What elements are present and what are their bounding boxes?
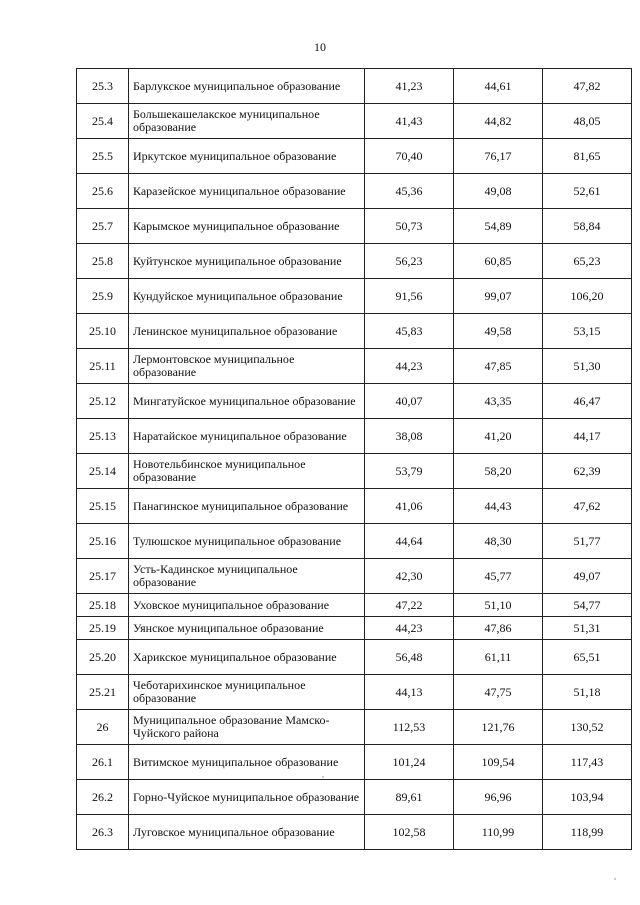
municipality-name-cell: Витимское муниципальное образование <box>129 745 365 780</box>
value-cell-3: 65,51 <box>543 640 632 675</box>
municipality-name-cell: Уянское муниципальное образование <box>129 617 365 640</box>
value-cell-2: 44,61 <box>454 69 543 104</box>
value-cell-3: 47,62 <box>543 489 632 524</box>
value-cell-3: 54,77 <box>543 594 632 617</box>
value-cell-1: 41,23 <box>365 69 454 104</box>
municipality-name-cell: Иркутское муниципальное образование <box>129 139 365 174</box>
row-number-cell: 25.18 <box>77 594 129 617</box>
value-cell-3: 51,18 <box>543 675 632 710</box>
value-cell-3: 48,05 <box>543 104 632 139</box>
municipality-name-cell: Лермонтовское муниципальное образование <box>129 349 365 384</box>
value-cell-2: 96,96 <box>454 780 543 815</box>
row-number-cell: 25.13 <box>77 419 129 454</box>
row-number-cell: 25.15 <box>77 489 129 524</box>
table-row <box>77 617 632 640</box>
row-number-cell: 25.9 <box>77 279 129 314</box>
value-cell-1: 45,36 <box>365 174 454 209</box>
scan-speck <box>614 878 616 880</box>
table-row <box>77 314 632 349</box>
row-number-cell: 26.2 <box>77 780 129 815</box>
table-row <box>77 139 632 174</box>
municipality-name-cell: Усть-Кадинское муниципальное образование <box>129 559 365 594</box>
row-number-cell: 25.20 <box>77 640 129 675</box>
value-cell-3: 117,43 <box>543 745 632 780</box>
value-cell-2: 76,17 <box>454 139 543 174</box>
value-cell-3: 81,65 <box>543 139 632 174</box>
value-cell-2: 109,54 <box>454 745 543 780</box>
value-cell-1: 44,23 <box>365 349 454 384</box>
value-cell-3: 58,84 <box>543 209 632 244</box>
scan-speck <box>322 776 324 778</box>
table-row <box>77 640 632 675</box>
row-number-cell: 25.17 <box>77 559 129 594</box>
table-row <box>77 675 632 710</box>
row-number-cell: 25.7 <box>77 209 129 244</box>
table-row <box>77 780 632 815</box>
value-cell-2: 48,30 <box>454 524 543 559</box>
value-cell-1: 70,40 <box>365 139 454 174</box>
value-cell-2: 43,35 <box>454 384 543 419</box>
value-cell-1: 44,64 <box>365 524 454 559</box>
row-number-cell: 25.6 <box>77 174 129 209</box>
value-cell-2: 49,08 <box>454 174 543 209</box>
municipality-name-cell: Наратайское муниципальное образование <box>129 419 365 454</box>
row-number-cell: 25.11 <box>77 349 129 384</box>
table-row <box>77 815 632 850</box>
table-row <box>77 524 632 559</box>
value-cell-2: 45,77 <box>454 559 543 594</box>
value-cell-1: 42,30 <box>365 559 454 594</box>
value-cell-1: 41,06 <box>365 489 454 524</box>
table-row <box>77 174 632 209</box>
row-number-cell: 25.14 <box>77 454 129 489</box>
value-cell-3: 53,15 <box>543 314 632 349</box>
municipality-name-cell: Большекашелакское муниципальное образование <box>129 104 365 139</box>
value-cell-1: 56,48 <box>365 640 454 675</box>
municipal-values-table <box>76 68 632 850</box>
municipality-name-cell: Каразейское муниципальное образование <box>129 174 365 209</box>
value-cell-2: 60,85 <box>454 244 543 279</box>
value-cell-2: 41,20 <box>454 419 543 454</box>
value-cell-3: 62,39 <box>543 454 632 489</box>
municipality-name-cell: Карымское муниципальное образование <box>129 209 365 244</box>
value-cell-1: 91,56 <box>365 279 454 314</box>
value-cell-1: 50,73 <box>365 209 454 244</box>
value-cell-3: 49,07 <box>543 559 632 594</box>
row-number-cell: 25.16 <box>77 524 129 559</box>
row-number-cell: 25.8 <box>77 244 129 279</box>
value-cell-2: 58,20 <box>454 454 543 489</box>
table-row <box>77 745 632 780</box>
table-row <box>77 279 632 314</box>
value-cell-1: 89,61 <box>365 780 454 815</box>
value-cell-2: 99,07 <box>454 279 543 314</box>
value-cell-2: 110,99 <box>454 815 543 850</box>
value-cell-3: 52,61 <box>543 174 632 209</box>
row-number-cell: 26.3 <box>77 815 129 850</box>
row-number-cell: 25.4 <box>77 104 129 139</box>
value-cell-3: 46,47 <box>543 384 632 419</box>
value-cell-1: 44,23 <box>365 617 454 640</box>
municipality-name-cell: Луговское муниципальное образование <box>129 815 365 850</box>
value-cell-3: 51,30 <box>543 349 632 384</box>
municipality-name-cell: Мингатуйское муниципальное образование <box>129 384 365 419</box>
page-number: 10 <box>314 40 326 54</box>
municipality-name-cell: Панагинское муниципальное образование <box>129 489 365 524</box>
municipality-name-cell: Новотельбинское муниципальное образование <box>129 454 365 489</box>
value-cell-2: 47,86 <box>454 617 543 640</box>
table-row <box>77 384 632 419</box>
table-row <box>77 454 632 489</box>
table-row <box>77 710 632 745</box>
row-number-cell: 25.10 <box>77 314 129 349</box>
row-number-cell: 25.21 <box>77 675 129 710</box>
municipality-name-cell: Харикское муниципальное образование <box>129 640 365 675</box>
row-number-cell: 25.19 <box>77 617 129 640</box>
value-cell-1: 41,43 <box>365 104 454 139</box>
value-cell-3: 47,82 <box>543 69 632 104</box>
value-cell-3: 130,52 <box>543 710 632 745</box>
value-cell-1: 53,79 <box>365 454 454 489</box>
row-number-cell: 25.5 <box>77 139 129 174</box>
row-number-cell: 25.12 <box>77 384 129 419</box>
municipality-name-cell: Ленинское муниципальное образование <box>129 314 365 349</box>
table-row <box>77 489 632 524</box>
table-row <box>77 244 632 279</box>
municipality-name-cell: Чеботарихинское муниципальное образование <box>129 675 365 710</box>
value-cell-1: 45,83 <box>365 314 454 349</box>
table-row <box>77 349 632 384</box>
value-cell-1: 56,23 <box>365 244 454 279</box>
row-number-cell: 26 <box>77 710 129 745</box>
value-cell-3: 65,23 <box>543 244 632 279</box>
value-cell-1: 102,58 <box>365 815 454 850</box>
municipality-name-cell: Муниципальное образование Мамско-Чуйского района <box>129 710 365 745</box>
value-cell-3: 103,94 <box>543 780 632 815</box>
row-number-cell: 25.3 <box>77 69 129 104</box>
value-cell-2: 47,75 <box>454 675 543 710</box>
municipality-name-cell: Горно-Чуйское муниципальное образование <box>129 780 365 815</box>
value-cell-3: 51,31 <box>543 617 632 640</box>
table-row <box>77 104 632 139</box>
value-cell-1: 112,53 <box>365 710 454 745</box>
value-cell-1: 38,08 <box>365 419 454 454</box>
table-row <box>77 69 632 104</box>
table-row <box>77 559 632 594</box>
table-row <box>77 209 632 244</box>
value-cell-3: 44,17 <box>543 419 632 454</box>
municipality-name-cell: Уховское муниципальное образование <box>129 594 365 617</box>
value-cell-2: 47,85 <box>454 349 543 384</box>
value-cell-1: 101,24 <box>365 745 454 780</box>
value-cell-1: 47,22 <box>365 594 454 617</box>
value-cell-3: 118,99 <box>543 815 632 850</box>
municipality-name-cell: Куйтунское муниципальное образование <box>129 244 365 279</box>
value-cell-2: 51,10 <box>454 594 543 617</box>
value-cell-2: 61,11 <box>454 640 543 675</box>
table-row <box>77 419 632 454</box>
municipality-name-cell: Кундуйское муниципальное образование <box>129 279 365 314</box>
value-cell-2: 44,82 <box>454 104 543 139</box>
row-number-cell: 26.1 <box>77 745 129 780</box>
value-cell-1: 40,07 <box>365 384 454 419</box>
value-cell-2: 121,76 <box>454 710 543 745</box>
municipality-name-cell: Барлукское муниципальное образование <box>129 69 365 104</box>
table-row <box>77 594 632 617</box>
value-cell-3: 51,77 <box>543 524 632 559</box>
value-cell-1: 44,13 <box>365 675 454 710</box>
municipality-name-cell: Тулюшское муниципальное образование <box>129 524 365 559</box>
value-cell-2: 49,58 <box>454 314 543 349</box>
value-cell-2: 44,43 <box>454 489 543 524</box>
value-cell-2: 54,89 <box>454 209 543 244</box>
value-cell-3: 106,20 <box>543 279 632 314</box>
